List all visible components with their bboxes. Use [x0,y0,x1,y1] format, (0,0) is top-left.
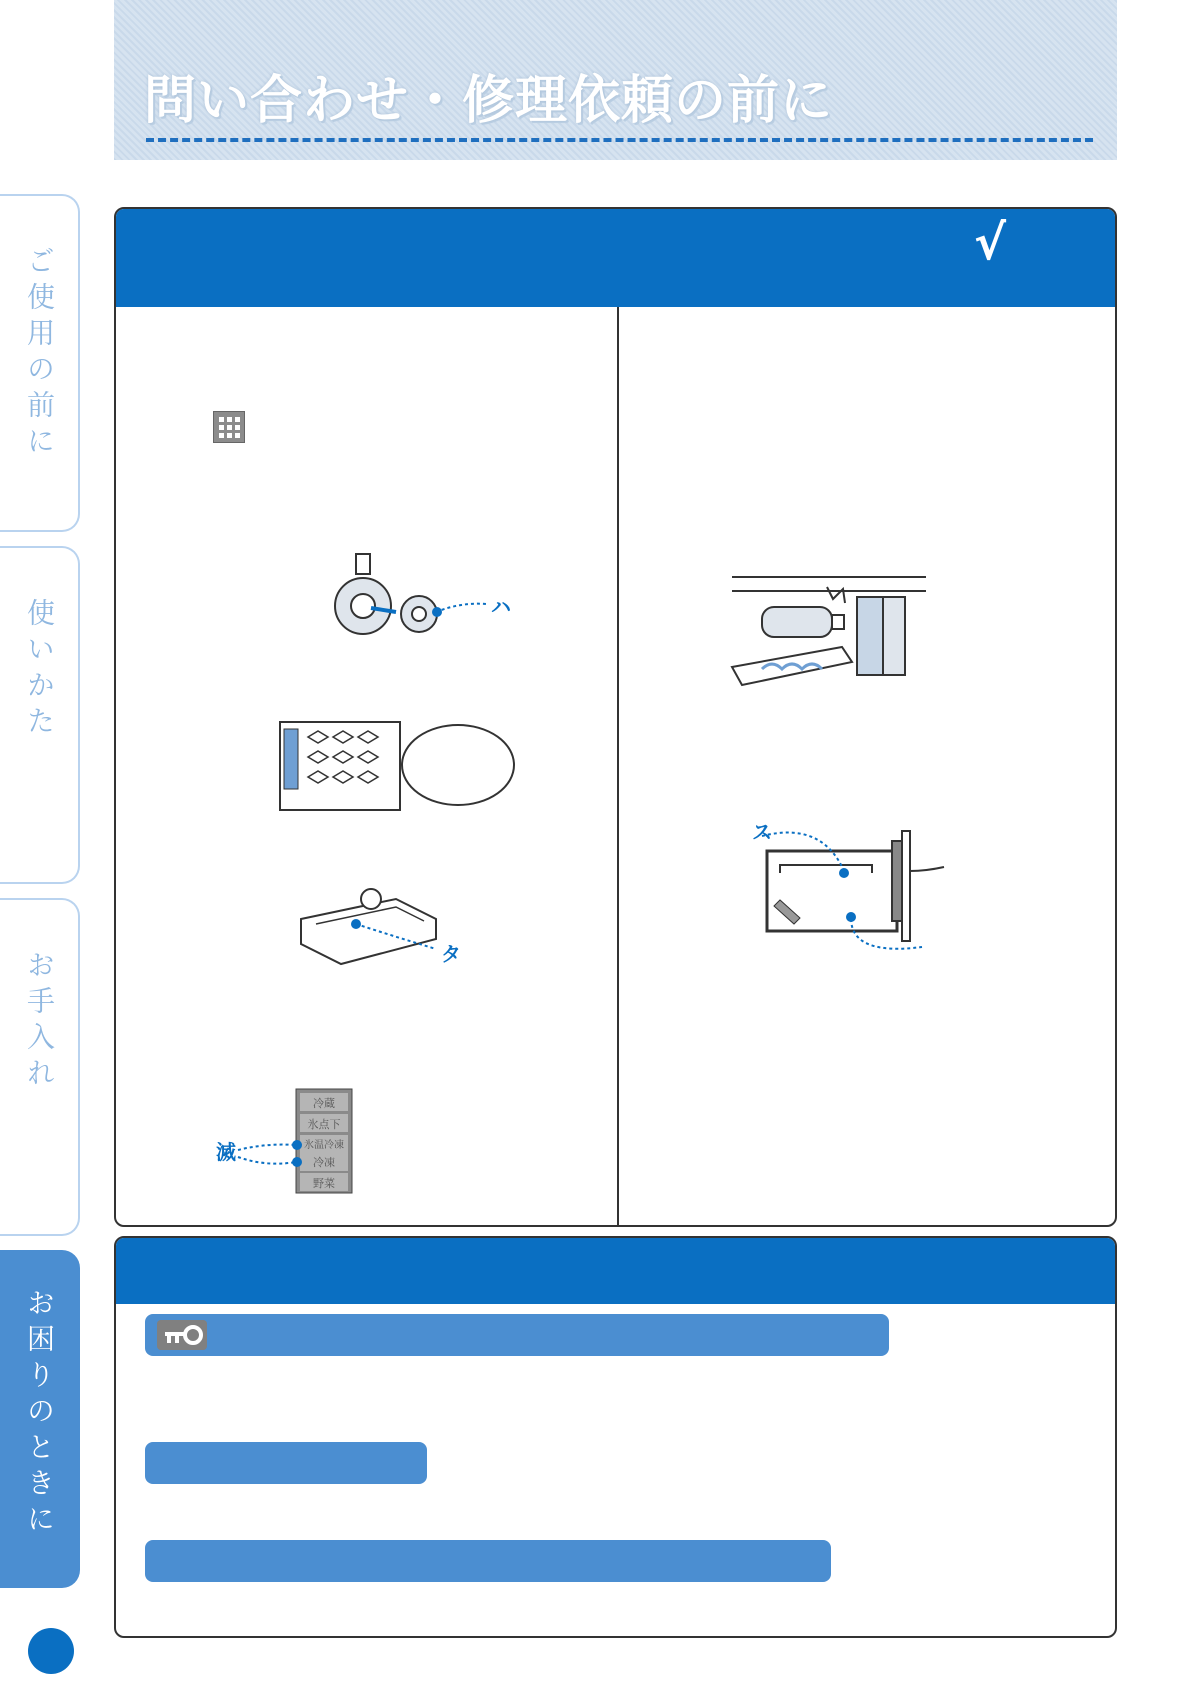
side-tab-label: お手入れ [23,950,56,1094]
check-mark-icon: √ [974,215,1007,271]
side-tab-troubleshooting[interactable] [0,1250,80,1588]
control-panel-illustration [216,1087,456,1195]
callout-ha: ハ [491,595,511,619]
check-panel-header [116,209,1115,307]
header-divider [146,138,1093,142]
key-icon [157,1320,207,1350]
panel-label-reito: 冷凍 [313,1156,335,1169]
ice-tray-illustration [278,717,538,817]
callout-metsu: 滅 [216,1140,236,1164]
side-tab-care[interactable] [0,898,80,1236]
drawer-illustration [752,821,978,981]
side-tab-label: 使いかた [23,598,56,742]
column-divider [617,307,619,1225]
info-bar-long [145,1540,831,1582]
panel-label-hyoon-reito: 氷温冷凍 [304,1140,344,1151]
grid-icon [213,411,245,443]
info-bar-short [145,1442,427,1484]
side-tab-how-to-use[interactable] [0,546,80,884]
info-bar-key [145,1314,889,1356]
panel-label-reizo: 冷蔵 [313,1097,335,1110]
bottle-shelf-illustration [732,567,928,689]
header-band [114,0,1117,160]
page-number-dot [28,1628,74,1674]
check-panel [114,207,1117,1227]
panel-label-hyotenka: 氷点下 [307,1118,341,1131]
side-tab-label: ご使用の前に [23,246,56,462]
contact-panel [114,1236,1117,1638]
contact-panel-header [116,1238,1115,1304]
valve-parts-illustration [326,554,511,664]
callout-ta: タ [441,942,461,966]
callout-su: ス [752,820,772,844]
page-title: 問い合わせ・修理依頼の前に [144,71,834,131]
tray-unit-illustration [296,879,466,989]
side-tab-label: お困りのときに [23,1288,56,1540]
side-tab-before-use[interactable] [0,194,80,532]
panel-label-yasai: 野菜 [313,1177,335,1190]
